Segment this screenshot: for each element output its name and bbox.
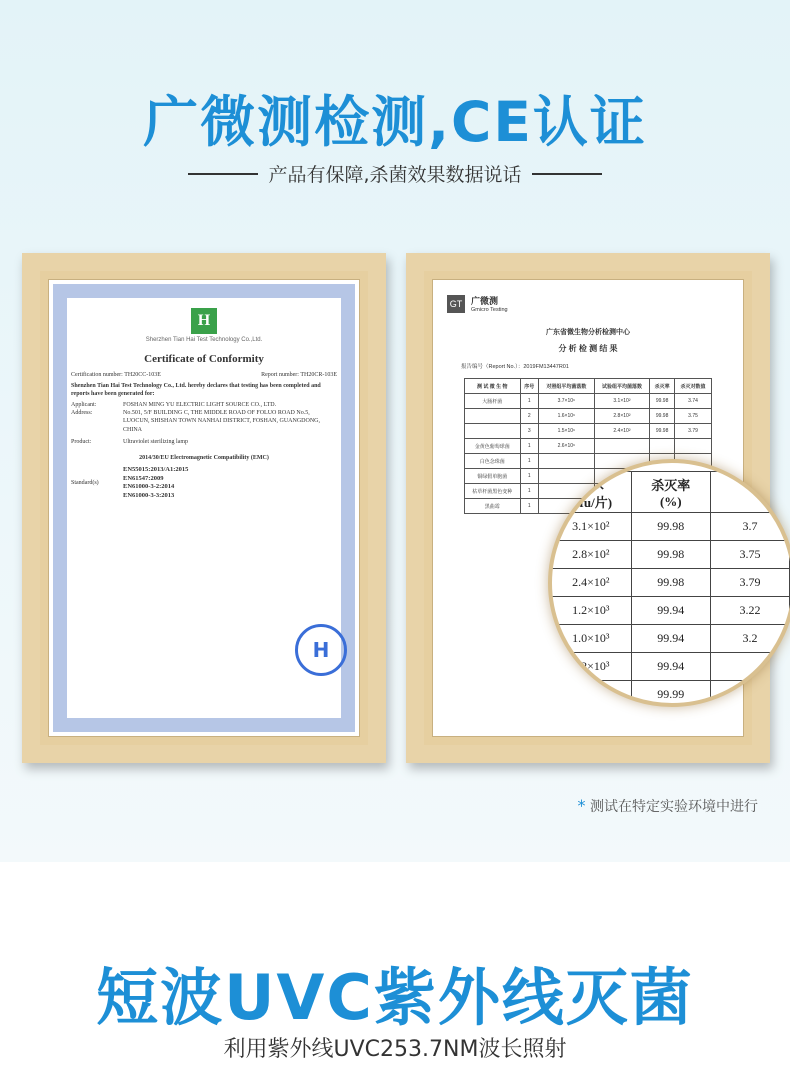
table-cell: 铜绿假单胞菌 — [464, 469, 520, 484]
table-cell: 1 — [520, 394, 539, 409]
subtitle-row — [0, 160, 790, 187]
table-cell: 3.7×10⁶ — [539, 394, 595, 409]
magnified-cell: 3.7 — [711, 513, 790, 541]
magnified-cell: 99.99 — [631, 681, 711, 708]
magnified-cell — [711, 653, 790, 681]
product-row — [71, 438, 337, 446]
magnified-cell: 3.79 — [711, 569, 790, 597]
magnified-row — [551, 569, 790, 597]
table-cell — [594, 439, 650, 454]
asterisk-icon: * — [577, 796, 586, 815]
report-number: Report number: TH20CR-103E — [261, 371, 337, 378]
applicant-row — [71, 401, 337, 409]
address-value: No.501, 5/F BUILDING C, THE MIDDLE ROAD OF FOLUO ROAD No.5, LUOCUN, SHISHAN TOWN NANHAI DISTRICT, FOSHAN, GUANGDONG, CHINA — [123, 410, 321, 433]
test-note — [578, 796, 758, 816]
table-cell: 1 — [520, 469, 539, 484]
table-cell: 大肠杆菌 — [464, 394, 520, 409]
directive: 2014/30/EU Electromagnetic Compatibility (EMC) — [139, 454, 269, 461]
table-cell: 99.98 — [650, 424, 675, 439]
certificate-intro: Shenzhen Tian Hai Test Technology Co., Ltd. hereby declares that testing has been completed and reports have been generated for: — [71, 383, 321, 398]
divider-left — [188, 173, 258, 175]
section2-title: 短波UVC紫外线灭菌 — [96, 961, 694, 1034]
table-cell: 金黄色葡萄球菌 — [464, 439, 520, 454]
magnified-cell: 99.94 — [631, 597, 711, 625]
magnified-cell: 3.22 — [711, 597, 790, 625]
table-header-cell: 对照组平均菌落数 — [539, 379, 595, 394]
standard-item: EN61000-3-3:2013 — [123, 492, 175, 500]
magnified-cell: 99.98 — [631, 513, 711, 541]
table-cell: 1 — [520, 439, 539, 454]
magnifier-lens — [548, 459, 790, 707]
certificate-logo-icon: H — [191, 308, 217, 334]
table-cell: 1 — [520, 454, 539, 469]
table-cell: 1 — [520, 484, 539, 499]
table-row — [464, 409, 711, 424]
page-subtitle: 产品有保障,杀菌效果数据说话 — [268, 164, 522, 186]
table-row — [464, 424, 711, 439]
magnified-table — [550, 471, 790, 707]
page-title: 广微测检测,CE认证 — [143, 90, 647, 154]
address-row — [71, 409, 337, 433]
magnified-cell: 3.2 — [711, 625, 790, 653]
product-label: Product: — [71, 438, 92, 445]
magnified-header-cell: 落数 (cfu/片) — [551, 472, 632, 513]
table-header-cell: 杀灭对数值 — [674, 379, 711, 394]
certificate-frame — [22, 253, 386, 763]
table-cell: 1 — [520, 499, 539, 514]
magnified-row — [551, 597, 790, 625]
certificate-seal: H — [295, 624, 347, 676]
magnified-row — [551, 653, 790, 681]
table-header-cell: 试验组平均菌落数 — [594, 379, 650, 394]
magnified-row — [551, 513, 790, 541]
table-header-cell: 序号 — [520, 379, 539, 394]
table-cell: 99.98 — [650, 409, 675, 424]
table-cell: 99.98 — [650, 394, 675, 409]
table-cell: 2.8×10² — [594, 409, 650, 424]
magnified-header-cell: 杀灭率 (%) — [631, 472, 711, 513]
table-cell — [674, 439, 711, 454]
table-cell: 黑曲霉 — [464, 499, 520, 514]
table-cell: 3 — [520, 424, 539, 439]
test-note-text: 测试在特定实验环境中进行 — [590, 799, 758, 815]
report-result-title: 分 析 检 测 结 果 — [558, 344, 618, 353]
report-number-text: 报告编号（Report No.）：2019FM13447R01 — [461, 364, 569, 370]
applicant-label: Applicant: — [71, 402, 97, 409]
report-brand: 广微测 — [471, 296, 499, 306]
table-cell — [539, 454, 595, 469]
magnified-row — [551, 541, 790, 569]
report-table-header — [464, 379, 711, 394]
magnified-cell: 3.1×10² — [551, 513, 632, 541]
divider-right — [532, 173, 602, 175]
standard-item: EN61000-3-2:2014 — [123, 483, 175, 491]
table-cell: 白色念珠菌 — [464, 454, 520, 469]
standard-item: EN55015:2013/A1:2015 — [123, 465, 189, 473]
table-cell: 3.1×10² — [594, 394, 650, 409]
magnified-cell: 3.75 — [711, 541, 790, 569]
magnified-cell: 1.0×10³ — [551, 625, 632, 653]
magnified-cell: 1.2×10³ — [551, 653, 632, 681]
standards-list — [123, 466, 188, 501]
standard-item: EN61547:2009 — [123, 474, 164, 482]
table-cell: 枯草杆菌黑色变种 — [464, 484, 520, 499]
report-center: 广东省微生物分析检测中心 — [546, 329, 630, 336]
section2-subtitle: 利用紫外线UVC253.7NM波长照射 — [223, 1037, 567, 1062]
report-brand-en: Gmicro Testing — [471, 307, 508, 313]
address-label: Address: — [71, 410, 93, 417]
product-value: Ultraviolet sterilizing lamp — [123, 438, 188, 445]
certificate-company: Sherzhen Tian Hai Test Technology Co.,Ltd. — [145, 337, 263, 343]
table-cell: 2 — [520, 409, 539, 424]
magnified-header-row — [551, 472, 790, 513]
magnified-table-body — [551, 513, 790, 708]
certificate-numbers — [71, 371, 337, 379]
table-header-cell: 测 试 微 生 物 — [464, 379, 520, 394]
table-cell: 3.75 — [674, 409, 711, 424]
table-cell — [650, 439, 675, 454]
applicant-value: FOSHAN MING YU ELECTRIC LIGHT SOURCE CO., LTD. — [123, 402, 277, 409]
table-cell: 1.5×10⁶ — [539, 424, 595, 439]
table-row — [464, 394, 711, 409]
table-header-cell: 杀灭率 — [650, 379, 675, 394]
table-cell: 1.6×10⁶ — [539, 409, 595, 424]
magnified-cell: 99.98 — [631, 569, 711, 597]
certificate-paper — [48, 279, 360, 737]
table-cell — [464, 409, 520, 424]
standards-row — [71, 466, 337, 501]
magnified-row — [551, 625, 790, 653]
magnified-cell: 99.94 — [631, 625, 711, 653]
table-cell: 3.74 — [674, 394, 711, 409]
cert-number: Certification number: TH20CC-103E — [71, 371, 161, 378]
gt-logo-icon: GT — [447, 295, 465, 313]
magnified-cell: 2.8×10² — [551, 541, 632, 569]
magnified-cell: 1.2×10³ — [551, 597, 632, 625]
certificate-title: Certificate of Conformity — [144, 353, 264, 366]
table-row — [464, 439, 711, 454]
table-cell: 2.4×10² — [594, 424, 650, 439]
table-cell — [464, 424, 520, 439]
table-cell: 2.6×10⁶ — [539, 439, 595, 454]
magnified-cell: 99.94 — [631, 653, 711, 681]
standards-label: Standard(s) — [71, 480, 99, 487]
magnified-cell: 99.98 — [631, 541, 711, 569]
magnified-header-cell — [711, 472, 790, 513]
report-header — [447, 294, 729, 313]
magnified-cell: 2.4×10² — [551, 569, 632, 597]
table-cell: 3.79 — [674, 424, 711, 439]
